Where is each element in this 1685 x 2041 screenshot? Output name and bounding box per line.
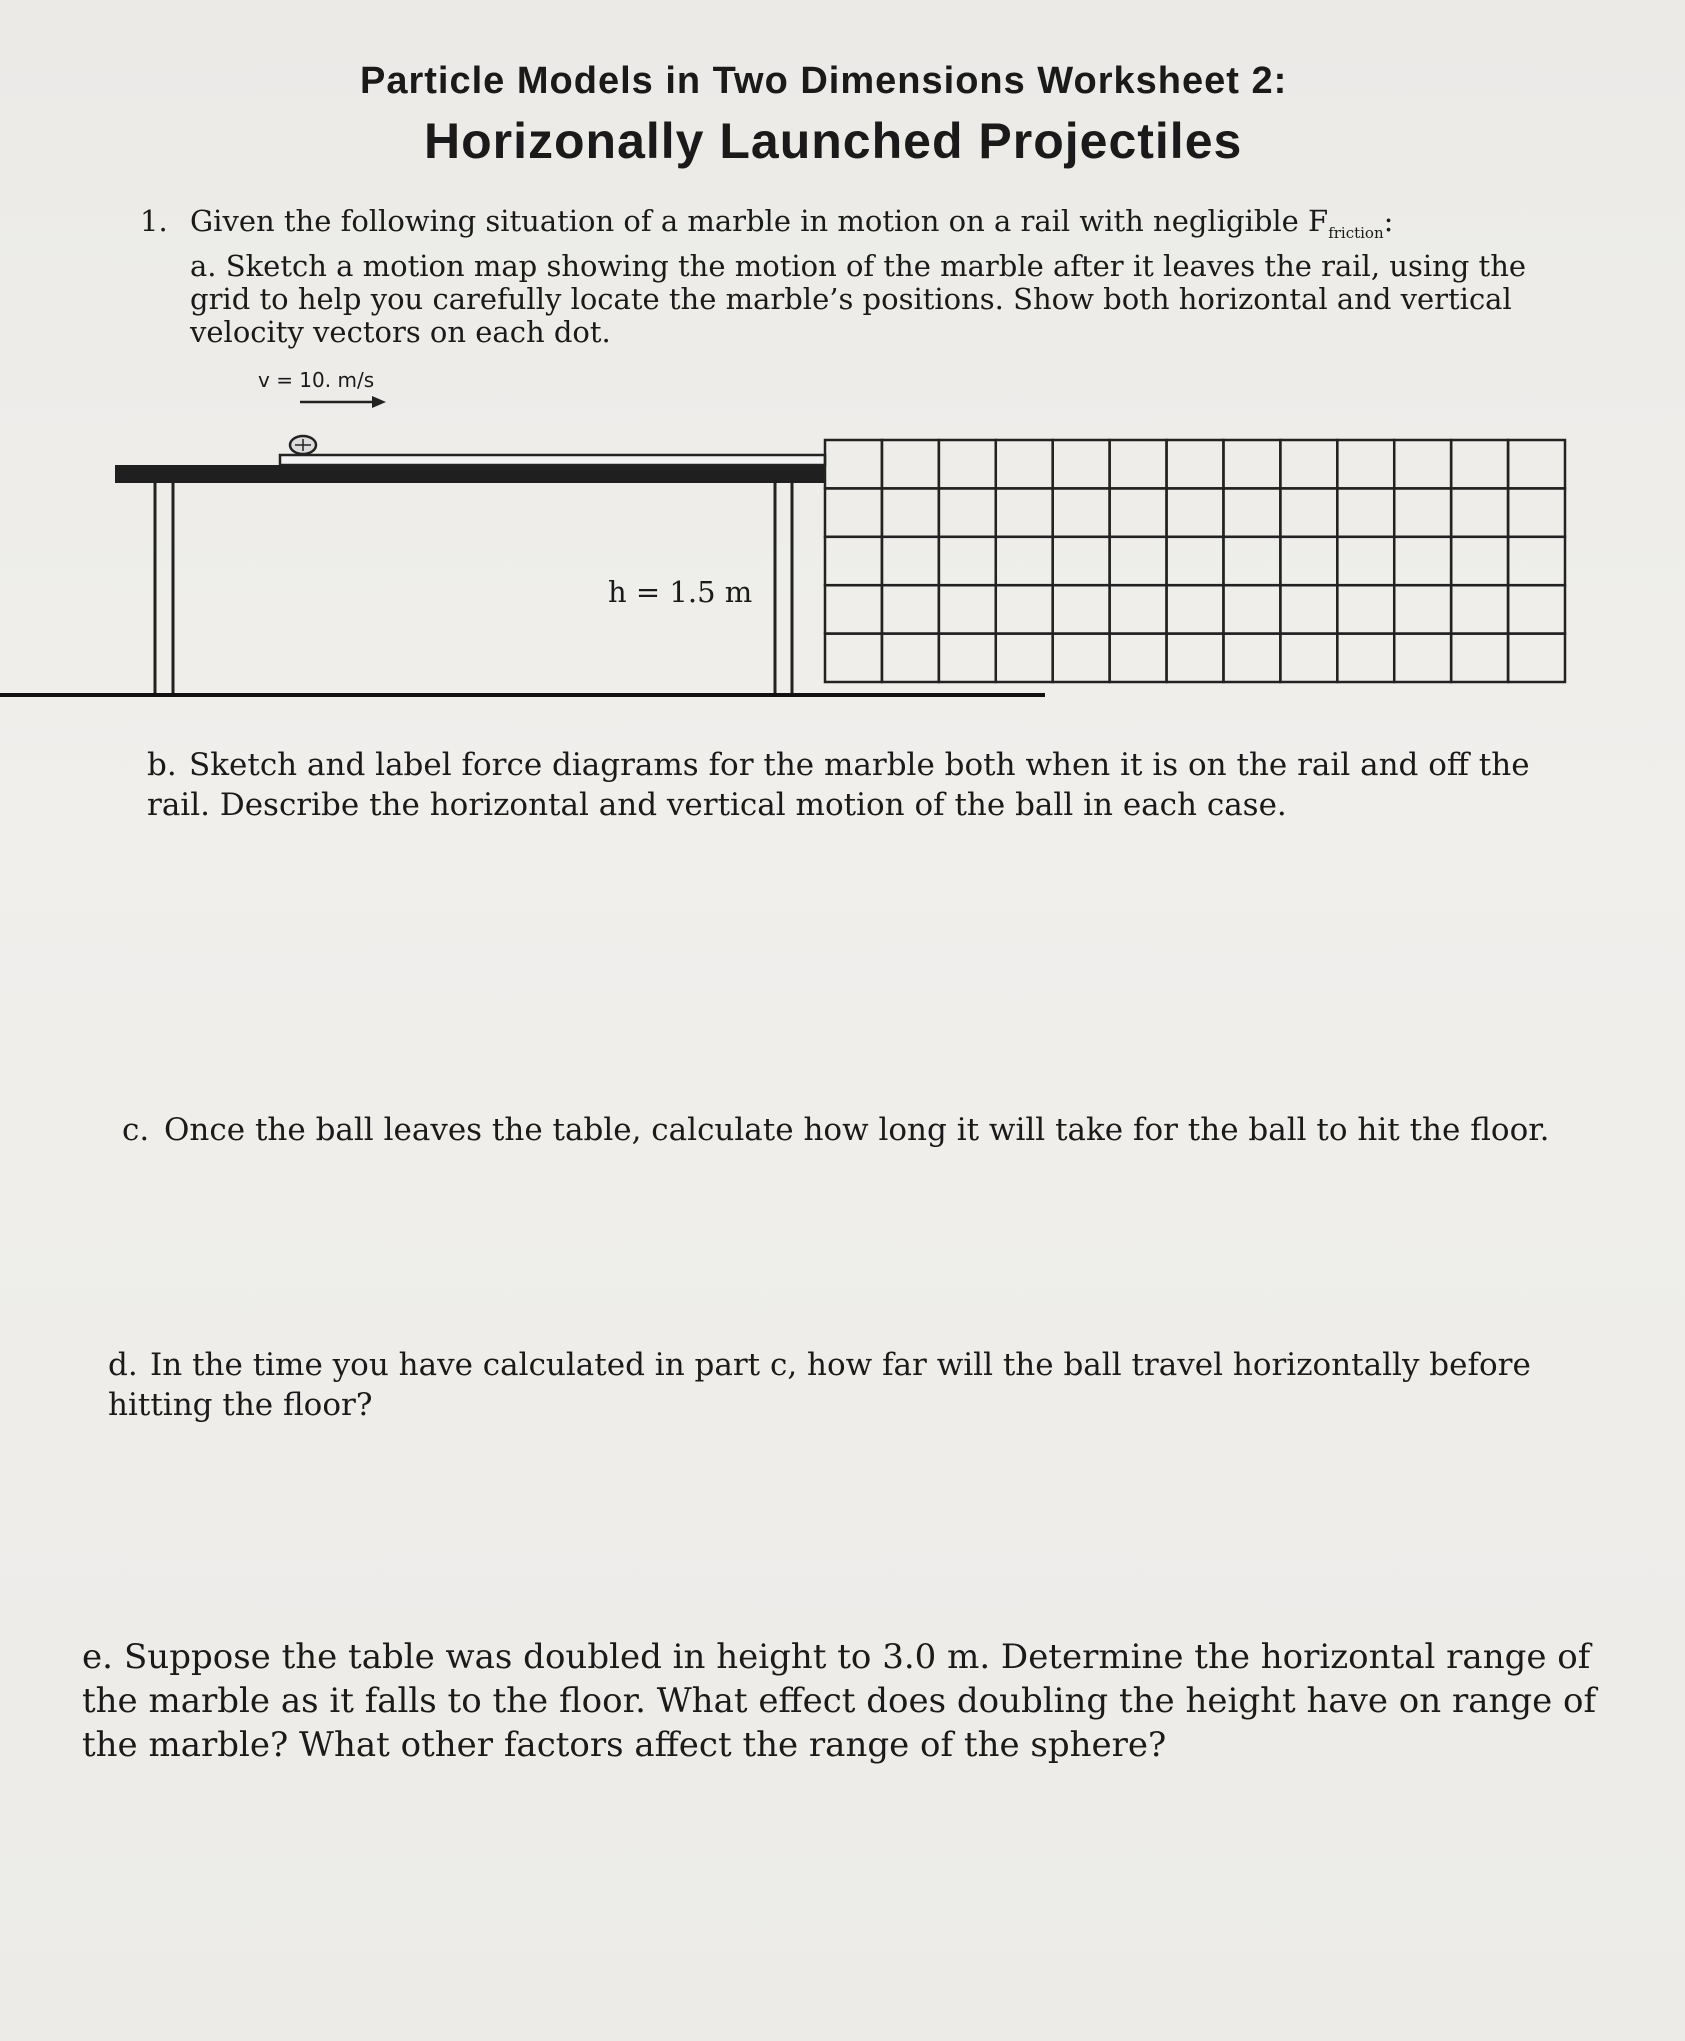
grid-cell: [882, 634, 939, 682]
grid-cell: [1223, 585, 1280, 633]
grid-cell: [939, 440, 996, 488]
grid-cell: [1167, 585, 1224, 633]
grid-cell: [939, 585, 996, 633]
grid-cell: [1337, 537, 1394, 585]
rail: [280, 455, 825, 465]
grid-cell: [1053, 634, 1110, 682]
marble-icon: [290, 436, 316, 454]
grid-cell: [1110, 488, 1167, 536]
part-c: [122, 1110, 1582, 1150]
velocity-label: v = 10. m/s: [258, 368, 375, 392]
grid-cell: [1167, 488, 1224, 536]
velocity-arrow: [300, 396, 386, 408]
part-c-label: c.: [122, 1112, 150, 1148]
part-d: [108, 1345, 1608, 1425]
grid-cell: [1394, 585, 1451, 633]
question-number: 1.: [140, 204, 168, 238]
grid-cell: [825, 440, 882, 488]
grid-cell: [1280, 488, 1337, 536]
grid-cell: [1394, 634, 1451, 682]
grid-cell: [1337, 488, 1394, 536]
grid-cell: [1508, 440, 1565, 488]
part-e-label: e.: [82, 1637, 113, 1677]
grid-cell: [1223, 634, 1280, 682]
grid-cell: [1110, 440, 1167, 488]
grid-cell: [1451, 488, 1508, 536]
part-c-text: Once the ball leaves the table, calculate how long it will take for the ball to hit the floor.: [164, 1112, 1550, 1148]
grid-cell: [939, 488, 996, 536]
grid-cell: [1508, 488, 1565, 536]
grid-cell: [1394, 537, 1451, 585]
part-b: [147, 745, 1587, 825]
grid-cell: [1508, 537, 1565, 585]
grid-cell: [939, 537, 996, 585]
grid-cell: [825, 585, 882, 633]
grid-cell: [939, 634, 996, 682]
grid-cell: [882, 537, 939, 585]
grid-cell: [1280, 585, 1337, 633]
grid-cell: [996, 585, 1053, 633]
grid-cell: [1053, 440, 1110, 488]
grid-cell: [1280, 537, 1337, 585]
worksheet-subtitle: Horizonally Launched Projectiles: [424, 113, 1243, 169]
part-d-label: d.: [108, 1347, 138, 1383]
part-e: [82, 1635, 1642, 1767]
grid-cell: [1508, 634, 1565, 682]
part-d-text: In the time you have calculated in part c, how far will the ball travel horizontally before hitting the floor?: [108, 1347, 1531, 1423]
part-e-text: Suppose the table was doubled in height to 3.0 m. Determine the horizontal range of the marble as it falls to the floor. What effect does doubling the height have on range of the marble? What other factors affect the range of the sphere?: [82, 1637, 1597, 1765]
grid-cell: [1223, 537, 1280, 585]
grid-cell: [1110, 537, 1167, 585]
grid-cell: [1053, 488, 1110, 536]
grid-cell: [1223, 488, 1280, 536]
motion-map-diagram: [0, 0, 1685, 720]
part-b-text: Sketch and label force diagrams for the marble both when it is on the rail and off the rail. Describe the horizontal and vertical motion of the ball in each case.: [147, 747, 1530, 823]
grid-cell: [1110, 585, 1167, 633]
part-a-label: a.: [190, 248, 217, 283]
grid-cell: [996, 488, 1053, 536]
part-a-text: Sketch a motion map showing the motion of the marble after it leaves the rail, using the grid to help you carefully locate the marble’s positions. Show both horizontal and vertical velocity vectors on each dot.: [190, 248, 1527, 349]
grid-cell: [1337, 585, 1394, 633]
grid-cell: [1280, 634, 1337, 682]
grid-cell: [825, 488, 882, 536]
grid-cell: [1451, 585, 1508, 633]
part-b-label: b.: [147, 747, 177, 783]
grid-cell: [1167, 440, 1224, 488]
grid-cell: [1167, 537, 1224, 585]
grid-cell: [825, 634, 882, 682]
grid-cell: [1394, 440, 1451, 488]
grid-cell: [1508, 585, 1565, 633]
grid-cell: [996, 440, 1053, 488]
friction-subscript: friction: [1328, 223, 1384, 242]
worksheet-title: Particle Models in Two Dimensions Worksheet 2:: [360, 60, 1288, 102]
grid-cell: [1451, 440, 1508, 488]
grid-cell: [825, 537, 882, 585]
grid-cell: [882, 488, 939, 536]
grid-cell: [1110, 634, 1167, 682]
grid-cell: [1167, 634, 1224, 682]
grid-cell: [1337, 440, 1394, 488]
grid-cell: [1451, 634, 1508, 682]
table-top: [115, 465, 825, 483]
grid-cell: [1394, 488, 1451, 536]
question-1-intro: Given the following situation of a marble in motion on a rail with negligible F: [190, 204, 1329, 238]
grid-cell: [996, 537, 1053, 585]
grid-cell: [1337, 634, 1394, 682]
grid-cell: [1223, 440, 1280, 488]
height-label: h = 1.5 m: [608, 575, 753, 609]
grid-cell: [1280, 440, 1337, 488]
grid-cell: [882, 440, 939, 488]
position-grid: [825, 440, 1565, 682]
grid-cell: [1053, 537, 1110, 585]
grid-cell: [882, 585, 939, 633]
grid-cell: [996, 634, 1053, 682]
grid-cell: [1053, 585, 1110, 633]
question-1-intro-end: :: [1383, 204, 1394, 238]
grid-cell: [1451, 537, 1508, 585]
